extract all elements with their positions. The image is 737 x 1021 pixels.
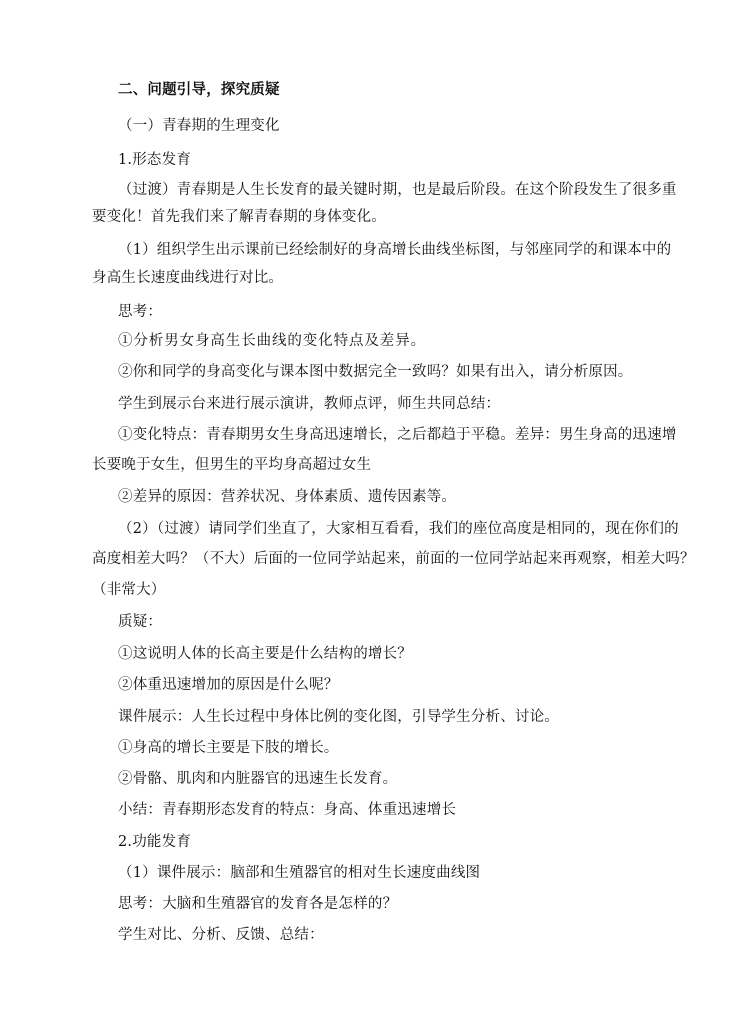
courseware-display-2: （1）课件展示：脑部和生殖器官的相对生长速度曲线图 — [118, 865, 481, 881]
think-question-function: 思考：大脑和生殖器官的发育各是怎样的？ — [118, 896, 398, 912]
activity-2-line-1: （2）（过渡）请同学们坐直了，大家相互看看，我们的座位高度是相同的，现在你们的 — [118, 521, 679, 537]
transition-paragraph-line-2: 要变化！首先我们来了解青春期的身体变化。 — [92, 209, 386, 225]
question-1: ①这说明人体的长高主要是什么结构的增长？ — [118, 646, 412, 662]
student-summary-intro: 学生到展示台来进行展示演讲，教师点评，师生共同总结： — [118, 396, 501, 412]
question-label: 质疑： — [118, 614, 163, 630]
courseware-display-1: 课件展示：人生长过程中身体比例的变化图，引导学生分析、讨论。 — [118, 709, 559, 725]
summary-1-line-2: 长要晚于女生，但男生的平均身高超过女生 — [92, 457, 372, 473]
think-question-2: ②你和同学的身高变化与课本图中数据完全一致吗？如果有出入，请分析原因。 — [118, 364, 633, 380]
subsection-title: （一）青春期的生理变化 — [118, 118, 280, 134]
student-summary-2: 学生对比、分析、反馈、总结： — [118, 927, 324, 943]
question-2: ②体重迅速增加的原因是什么呢？ — [118, 677, 339, 693]
item-title-function: 2.功能发育 — [118, 834, 192, 850]
answer-2: ②骨骼、肌肉和内脏器官的迅速生长发育。 — [118, 771, 398, 787]
think-question-1: ①分析男女身高生长曲线的变化特点及差异。 — [118, 333, 426, 349]
transition-paragraph-line-1: （过渡）青春期是人生长发育的最关键时期，也是最后阶段。在这个阶段发生了很多重 — [118, 182, 677, 198]
activity-2-line-3: （非常大） — [92, 582, 166, 598]
summary-1-line-1: ①变化特点：青春期男女生身高迅速增长，之后都趋于平稳。差异：男生身高的迅速增 — [118, 427, 677, 443]
item-title-morphology: 1.形态发育 — [118, 152, 192, 168]
summary-2: ②差异的原因：营养状况、身体素质、遗传因素等。 — [118, 489, 457, 505]
activity-1-line-1: （1）组织学生出示课前已经绘制好的身高增长曲线坐标图，与邻座同学的和课本中的 — [118, 242, 672, 258]
activity-1-line-2: 身高生长速度曲线进行对比。 — [92, 270, 284, 286]
answer-1: ①身高的增长主要是下肢的增长。 — [118, 740, 339, 756]
brief-summary: 小结：青春期形态发育的特点：身高、体重迅速增长 — [118, 802, 457, 818]
think-label: 思考： — [118, 304, 163, 320]
section-title: 二、问题引导，探究质疑 — [118, 81, 280, 98]
activity-2-line-2: 高度相差大吗？（不大）后面的一位同学站起来，前面的一位同学站起来再观察，相差大吗？ — [92, 551, 695, 567]
